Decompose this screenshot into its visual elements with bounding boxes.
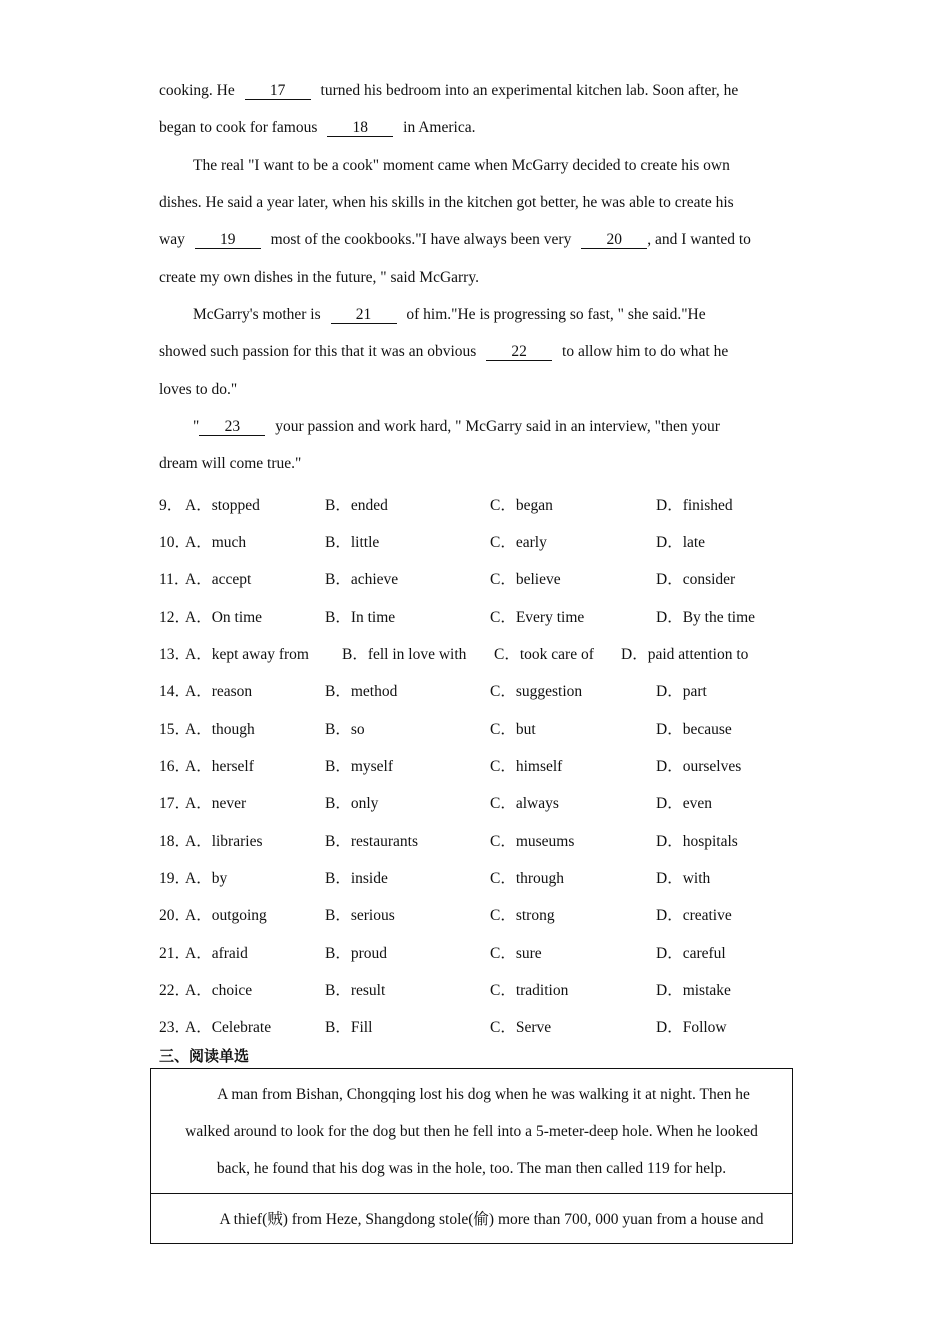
option-d: D．creative bbox=[656, 907, 732, 924]
question-21-options bbox=[159, 941, 799, 963]
question-20-options bbox=[159, 903, 799, 925]
reading-text: A thief(贼) from Heze, Shangdong stole(偷) more than 700, 000 yuan from a house and bbox=[219, 1211, 764, 1228]
question-22-options bbox=[159, 978, 799, 1000]
question-14-options bbox=[159, 679, 799, 701]
option-a: A．choice bbox=[185, 982, 253, 999]
option-a: A．much bbox=[185, 534, 247, 551]
option-a: A．On time bbox=[185, 609, 263, 626]
option-a: A．libraries bbox=[185, 833, 263, 850]
question-19-options bbox=[159, 866, 799, 888]
option-c: C．Serve bbox=[490, 1019, 552, 1036]
option-a: A．stopped bbox=[185, 497, 260, 514]
option-c: C．tradition bbox=[490, 982, 569, 999]
passage-text: of him."He is progressing so fast, " she said."He bbox=[406, 306, 706, 323]
option-c: C．through bbox=[490, 870, 565, 887]
passage-line bbox=[159, 82, 738, 100]
question-10-options bbox=[159, 530, 799, 552]
option-c: C．sure bbox=[490, 945, 542, 962]
option-c: C．but bbox=[490, 721, 536, 738]
option-d: D．Follow bbox=[656, 1019, 727, 1036]
question-number: 17． bbox=[159, 795, 191, 812]
passage-text: your passion and work hard, " McGarry said in an interview, "then your bbox=[275, 418, 720, 435]
passage-line bbox=[159, 119, 475, 137]
option-b: B．In time bbox=[325, 609, 396, 626]
option-c: C．strong bbox=[490, 907, 555, 924]
option-b: B．method bbox=[325, 683, 398, 700]
option-b: B．ended bbox=[325, 497, 388, 514]
passage-text: " bbox=[193, 418, 200, 435]
option-c: C．suggestion bbox=[490, 683, 583, 700]
question-number: 21． bbox=[159, 945, 191, 962]
option-d: D．because bbox=[656, 721, 732, 738]
question-number: 11． bbox=[159, 571, 190, 588]
passage-line: dream will come true." bbox=[159, 455, 302, 472]
passage-line bbox=[159, 343, 728, 361]
option-b: B．serious bbox=[325, 907, 395, 924]
blank-19: 19 bbox=[195, 231, 261, 249]
option-b: B．result bbox=[325, 982, 386, 999]
option-d: D．finished bbox=[656, 497, 733, 514]
option-d: D．careful bbox=[656, 945, 726, 962]
question-15-options bbox=[159, 717, 799, 739]
blank-20: 20 bbox=[581, 231, 647, 249]
question-23-options bbox=[159, 1015, 799, 1037]
passage-text: way bbox=[159, 231, 185, 248]
question-number: 22． bbox=[159, 982, 191, 999]
passage-text: in America. bbox=[403, 119, 476, 136]
passage-line bbox=[193, 306, 706, 324]
option-a: A．reason bbox=[185, 683, 253, 700]
question-number: 13． bbox=[159, 646, 191, 663]
option-b: B．achieve bbox=[325, 571, 399, 588]
option-c: C．began bbox=[490, 497, 553, 514]
option-b: B．myself bbox=[325, 758, 394, 775]
passage-text: most of the cookbooks."I have always been very bbox=[270, 231, 572, 248]
blank-22: 22 bbox=[486, 343, 552, 361]
question-11-options bbox=[159, 567, 799, 589]
passage-text: McGarry's mother is bbox=[193, 306, 321, 323]
option-a: A．afraid bbox=[185, 945, 248, 962]
option-b: B．only bbox=[325, 795, 379, 812]
option-d: D．hospitals bbox=[656, 833, 738, 850]
passage-text: , and I wanted to bbox=[647, 231, 751, 248]
option-c: C．believe bbox=[490, 571, 561, 588]
question-18-options bbox=[159, 829, 799, 851]
question-number: 10． bbox=[159, 534, 191, 551]
question-number: 9． bbox=[159, 497, 183, 514]
option-a: A．herself bbox=[185, 758, 254, 775]
option-c: C．museums bbox=[490, 833, 575, 850]
passage-text: cooking. He bbox=[159, 82, 235, 99]
section-title: 三、阅读单选 bbox=[159, 1047, 250, 1065]
option-c: C．himself bbox=[490, 758, 563, 775]
option-d: D．mistake bbox=[656, 982, 731, 999]
reading-box-1 bbox=[150, 1068, 793, 1194]
option-c: C．Every time bbox=[490, 609, 585, 626]
option-a: A．though bbox=[185, 721, 255, 738]
option-a: A．never bbox=[185, 795, 247, 812]
passage-text: began to cook for famous bbox=[159, 119, 318, 136]
passage-text: turned his bedroom into an experimental kitchen lab. Soon after, he bbox=[320, 82, 739, 99]
question-9-options bbox=[159, 493, 799, 515]
option-d: D．By the time bbox=[656, 609, 756, 626]
option-b: B．inside bbox=[325, 870, 388, 887]
question-13-options bbox=[159, 642, 799, 664]
question-12-options bbox=[159, 605, 799, 627]
option-c: C．always bbox=[490, 795, 559, 812]
option-d: D．late bbox=[656, 534, 706, 551]
reading-text: walked around to look for the dog but then he fell into a 5-meter-deep hole. When he looked bbox=[185, 1123, 758, 1140]
option-b: B．Fill bbox=[325, 1019, 373, 1036]
option-b: B．proud bbox=[325, 945, 388, 962]
blank-18: 18 bbox=[327, 119, 393, 137]
question-number: 16． bbox=[159, 758, 191, 775]
blank-17: 17 bbox=[245, 82, 311, 100]
question-17-options bbox=[159, 791, 799, 813]
option-a: A．accept bbox=[185, 571, 252, 588]
option-d: D．paid attention to bbox=[621, 646, 749, 663]
option-b: B．fell in love with bbox=[342, 646, 467, 663]
question-number: 12． bbox=[159, 609, 191, 626]
option-b: B．little bbox=[325, 534, 380, 551]
option-b: B．so bbox=[325, 721, 365, 738]
blank-23: 23 bbox=[199, 418, 265, 436]
passage-line bbox=[159, 231, 751, 249]
option-d: D．part bbox=[656, 683, 707, 700]
option-a: A．by bbox=[185, 870, 228, 887]
option-a: A．outgoing bbox=[185, 907, 267, 924]
reading-text: A man from Bishan, Chongqing lost his dog when he was walking it at night. Then he bbox=[217, 1086, 750, 1103]
passage-text: showed such passion for this that it was an obvious bbox=[159, 343, 477, 360]
option-d: D．consider bbox=[656, 571, 736, 588]
option-d: D．with bbox=[656, 870, 711, 887]
option-b: B．restaurants bbox=[325, 833, 418, 850]
option-c: C．early bbox=[490, 534, 547, 551]
option-a: A．Celebrate bbox=[185, 1019, 272, 1036]
option-d: D．even bbox=[656, 795, 712, 812]
question-16-options bbox=[159, 754, 799, 776]
option-a: A．kept away from bbox=[185, 646, 309, 663]
passage-line bbox=[193, 418, 720, 436]
passage-text: to allow him to do what he bbox=[562, 343, 729, 360]
passage-line: loves to do." bbox=[159, 381, 238, 398]
question-number: 18． bbox=[159, 833, 191, 850]
option-d: D．ourselves bbox=[656, 758, 742, 775]
question-number: 23． bbox=[159, 1019, 191, 1036]
option-c: C．took care of bbox=[494, 646, 594, 663]
passage-line: The real "I want to be a cook" moment came when McGarry decided to create his own bbox=[193, 157, 730, 174]
passage-line: dishes. He said a year later, when his skills in the kitchen got better, he was able to create his bbox=[159, 194, 734, 211]
question-number: 15． bbox=[159, 721, 191, 738]
blank-21: 21 bbox=[331, 306, 397, 324]
reading-box-2 bbox=[150, 1193, 793, 1244]
passage-line: create my own dishes in the future, " said McGarry. bbox=[159, 269, 479, 286]
question-number: 20． bbox=[159, 907, 191, 924]
question-number: 14． bbox=[159, 683, 191, 700]
question-number: 19． bbox=[159, 870, 191, 887]
reading-text: back, he found that his dog was in the hole, too. The man then called 119 for help. bbox=[216, 1160, 727, 1177]
